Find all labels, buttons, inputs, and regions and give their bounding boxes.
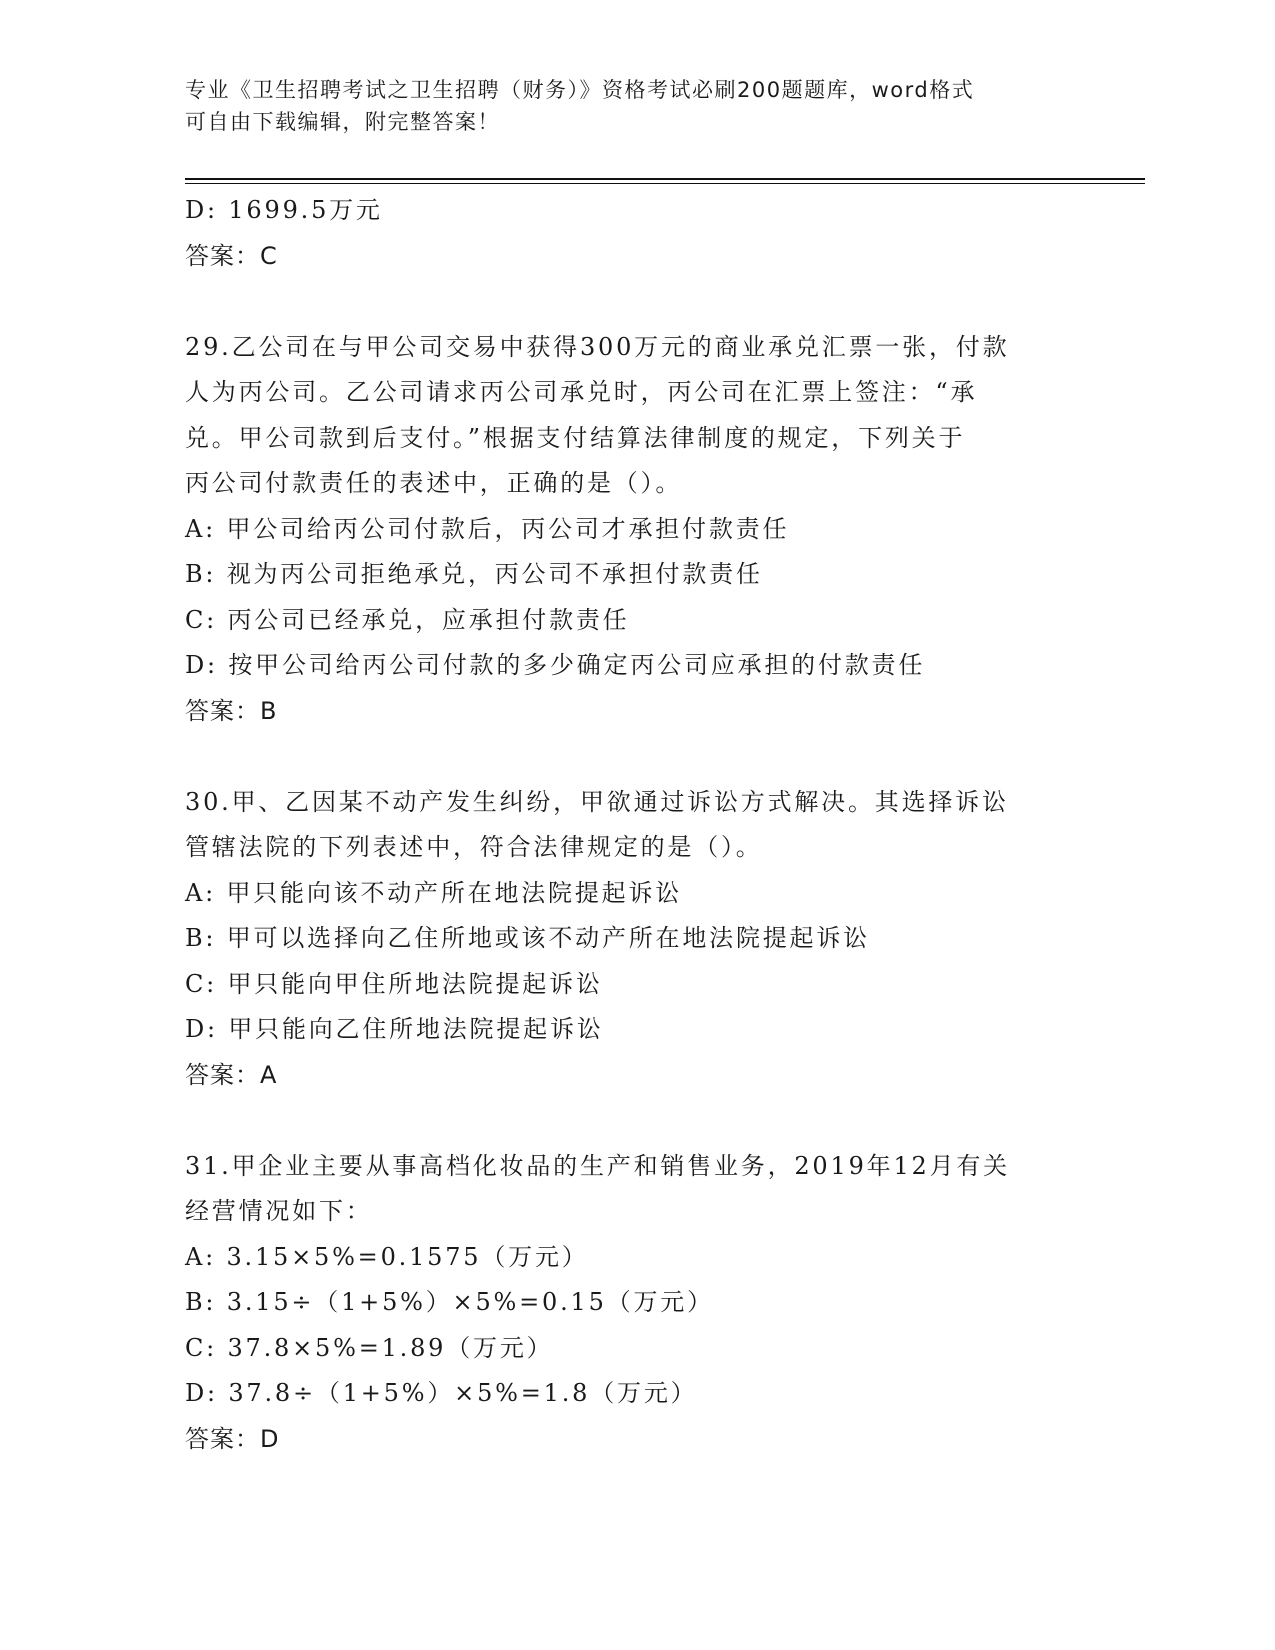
question-text-line: 经营情况如下： bbox=[185, 1197, 373, 1225]
option-b: B: 视为丙公司拒绝承兑，丙公司不承担付款责任 bbox=[185, 560, 763, 588]
question-text-line: 31.甲企业主要从事高档化妆品的生产和销售业务，2019年12月有关 bbox=[185, 1151, 1010, 1180]
answer-line: 答案：C bbox=[185, 241, 278, 270]
option-d: D: 37.8÷（1+5%）×5%=1.8（万元） bbox=[185, 1379, 698, 1407]
option-b: B: 甲可以选择向乙住所地或该不动产所在地法院提起诉讼 bbox=[185, 924, 870, 952]
question-text-line: 丙公司付款责任的表述中，正确的是（）。 bbox=[185, 469, 683, 497]
option-d: D: 按甲公司给丙公司付款的多少确定丙公司应承担的付款责任 bbox=[185, 651, 926, 679]
header-rule-thick bbox=[185, 178, 1145, 180]
option-a: A: 甲只能向该不动产所在地法院提起诉讼 bbox=[185, 878, 683, 907]
option-d: D: 甲只能向乙住所地法院提起诉讼 bbox=[185, 1015, 604, 1043]
document-body bbox=[185, 188, 1085, 1462]
question-text-line: 人为丙公司。乙公司请求丙公司承兑时，丙公司在汇票上签注：“承 bbox=[185, 378, 978, 406]
option-a: A: 甲公司给丙公司付款后，丙公司才承担付款责任 bbox=[185, 514, 790, 543]
option-a: A: 3.15×5%=0.1575（万元） bbox=[185, 1242, 589, 1271]
answer-line: 答案：B bbox=[185, 696, 278, 725]
answer-line: 答案：A bbox=[185, 1060, 278, 1089]
option-c: C: 丙公司已经承兑，应承担付款责任 bbox=[185, 605, 630, 634]
header-line-2: 可自由下载编辑，附完整答案！ bbox=[185, 110, 500, 134]
spacer bbox=[185, 1098, 1085, 1144]
question-31 bbox=[185, 1144, 1085, 1463]
option-d: D: 1699.5万元 bbox=[185, 196, 383, 224]
question-29 bbox=[185, 325, 1085, 735]
question-text-line: 兑。甲公司款到后支付。”根据支付结算法律制度的规定，下列关于 bbox=[185, 423, 966, 452]
header-line-1: 专业《卫生招聘考试之卫生招聘（财务）》资格考试必刷200题题库，word格式 bbox=[185, 78, 975, 102]
option-c: C: 甲只能向甲住所地法院提起诉讼 bbox=[185, 969, 603, 998]
document-header bbox=[185, 74, 1065, 138]
question-30 bbox=[185, 780, 1085, 1099]
option-c: C: 37.8×5%=1.89（万元） bbox=[185, 1333, 554, 1362]
spacer bbox=[185, 279, 1085, 325]
option-b: B: 3.15÷（1+5%）×5%=0.15（万元） bbox=[185, 1288, 714, 1316]
question-text-line: 管辖法院的下列表述中，符合法律规定的是（）。 bbox=[185, 833, 763, 861]
spacer bbox=[185, 734, 1085, 780]
answer-line: 答案：D bbox=[185, 1424, 280, 1453]
question-text-line: 29.乙公司在与甲公司交易中获得300万元的商业承兑汇票一张，付款 bbox=[185, 332, 1010, 361]
question-text-line: 30.甲、乙因某不动产发生纠纷，甲欲通过诉讼方式解决。其选择诉讼 bbox=[185, 787, 1009, 816]
header-rule-thin bbox=[185, 183, 1145, 184]
